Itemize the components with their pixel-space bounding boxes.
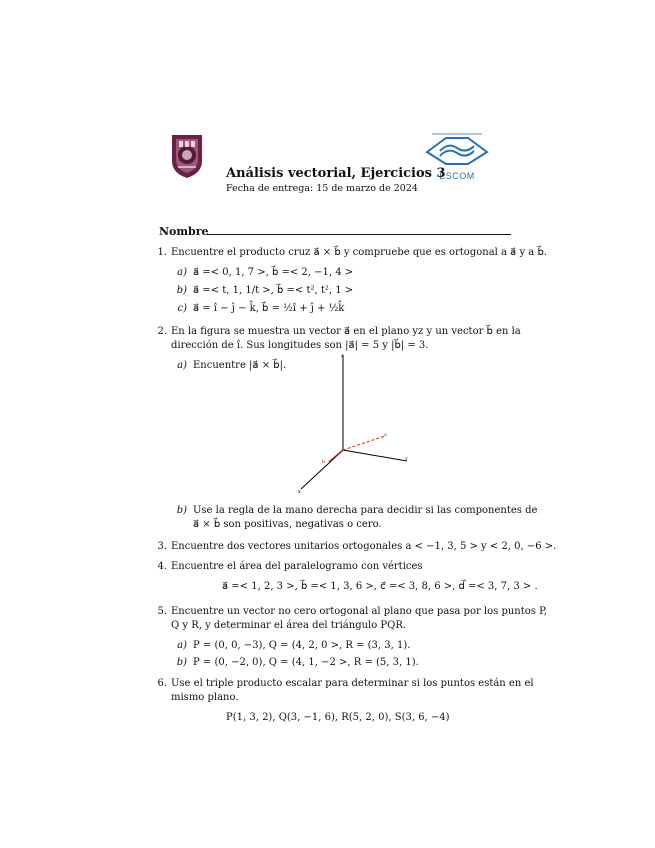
y-axis: [343, 450, 407, 461]
problem-1-number: 1.: [157, 247, 167, 258]
problem-1c-label: c): [177, 303, 187, 314]
problem-6-number: 6.: [157, 678, 167, 689]
problem-1c-text: a⃗ = î − ĵ − k̂, b⃗ = ½î + ĵ + ½k̂: [193, 303, 345, 314]
problem-2b-line-1: Use la regla de la mano derecha para decidir si las componentes de: [193, 505, 538, 516]
problem-5-number: 5.: [157, 606, 167, 617]
vector-b-label: b: [322, 459, 326, 465]
escom-logo-icon: [424, 132, 490, 166]
problem-5-line-2: Q y R, y determinar el área del triángulo PQR.: [171, 620, 407, 631]
problem-5a-label: a): [177, 640, 187, 651]
problem-1a-text: a⃗ =< 0, 1, 7 >, b⃗ =< 2, −1, 4 >: [193, 267, 354, 278]
problem-4-number: 4.: [157, 561, 167, 572]
escom-logo-text: ESCOM: [439, 171, 475, 181]
problem-5b-text: P = (0, −2, 0), Q = (4, 1, −2 >, R = (5, 3, 1).: [193, 657, 419, 668]
problem-4-text: Encuentre el área del paralelogramo con vértices: [171, 561, 423, 572]
problem-2-line-2: dirección de î. Sus longitudes son |a⃗| = 5 y |b⃗| = 3.: [171, 340, 429, 351]
name-field-line: [207, 234, 511, 235]
ipn-seal-icon: [166, 133, 208, 179]
x-axis-label: x: [298, 489, 301, 495]
vector-figure: [295, 350, 417, 496]
problem-5b-label: b): [176, 657, 187, 668]
problem-4-vertices: a⃗ =< 1, 2, 3 >, b⃗ =< 1, 3, 6 >, c⃗ =< 3, 8, 6 >, d⃗ =< 3, 7, 3 > .: [222, 581, 538, 592]
problem-1b-text: a⃗ =< t, 1, 1/t >, b⃗ =< t², t², 1 >: [193, 285, 354, 296]
problem-2a-text: Encuentre |a⃗ × b⃗|.: [193, 360, 287, 371]
problem-3-text: Encuentre dos vectores unitarios ortogonales a < −1, 3, 5 > y < 2, 0, −6 >.: [171, 541, 557, 552]
problem-2a-label: a): [177, 360, 187, 371]
problem-6-line-1: Use el triple producto escalar para determinar si los puntos están en el: [171, 678, 534, 689]
due-date: Fecha de entrega: 15 de marzo de 2024: [226, 183, 418, 194]
problem-3-number: 3.: [157, 541, 167, 552]
problem-1-text: Encuentre el producto cruz a⃗ × b⃗ y compruebe que es ortogonal a a⃗ y a b⃗.: [171, 247, 547, 258]
problem-6-line-2: mismo plano.: [171, 692, 239, 703]
problem-5-line-1: Encuentre un vector no cero ortogonal al plano que pasa por los puntos P,: [171, 606, 547, 617]
problem-2b-label: b): [176, 505, 187, 516]
vector-a-label: a: [384, 432, 387, 438]
name-label: Nombre: [159, 225, 209, 238]
problem-5a-text: P = (0, 0, −3), Q = (4, 2, 0 >, R = (3, 3, 1).: [193, 640, 411, 651]
page-title: Análisis vectorial, Ejercicios 3: [226, 166, 446, 181]
problem-6-points: P(1, 3, 2), Q(3, −1, 6), R(5, 2, 0), S(3, 6, −4): [226, 712, 450, 723]
vector-b: [329, 450, 343, 462]
problem-1a-label: a): [177, 267, 187, 278]
problem-2-line-1: En la figura se muestra un vector a⃗ en el plano yz y un vector b⃗ en la: [171, 326, 521, 337]
z-axis-label: z: [341, 353, 344, 359]
problem-1b-label: b): [176, 285, 187, 296]
problem-2-number: 2.: [157, 326, 167, 337]
problem-2b-line-2: a⃗ × b⃗ son positivas, negativas o cero.: [193, 519, 382, 530]
y-axis-label: y: [405, 456, 408, 462]
vector-a: [343, 436, 385, 450]
